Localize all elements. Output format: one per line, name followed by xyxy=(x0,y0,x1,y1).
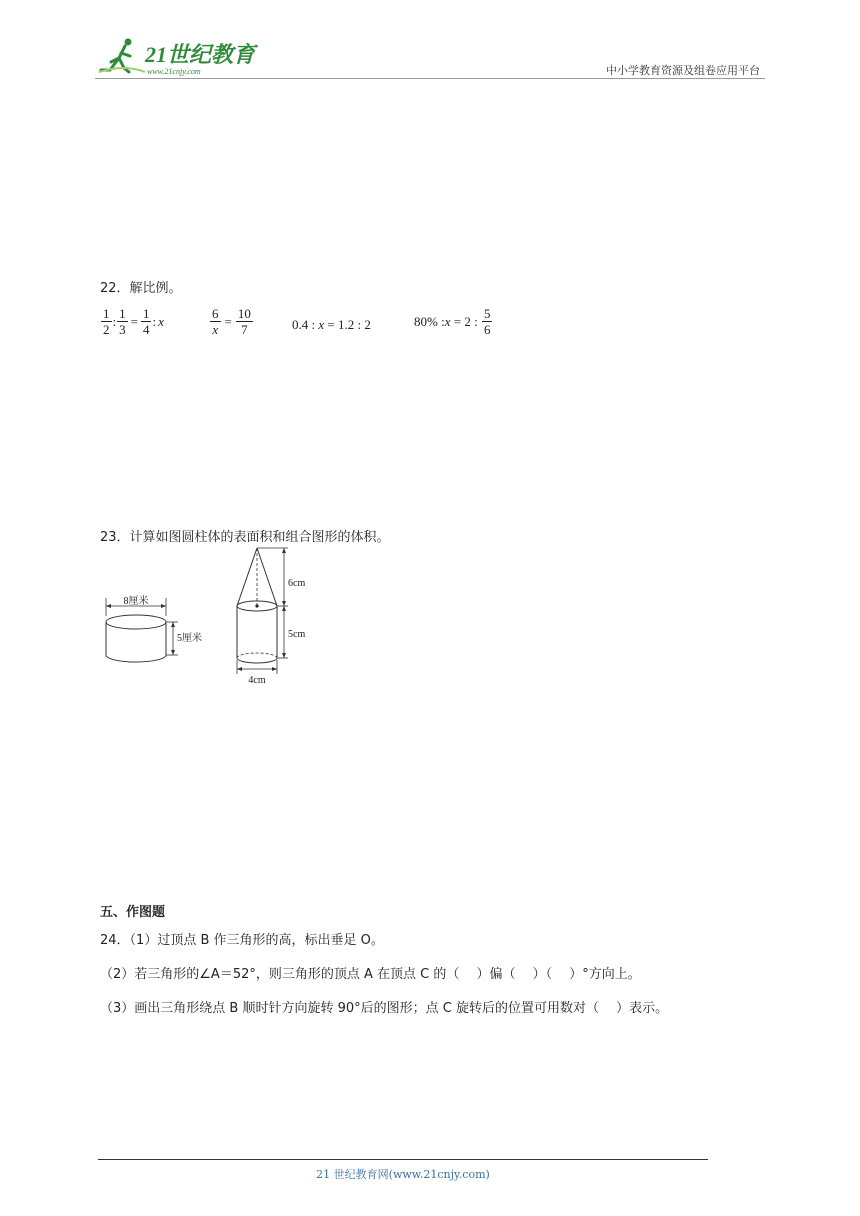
section5-title: 五、作图题 xyxy=(100,905,166,920)
eq3-var: x xyxy=(318,317,325,332)
q22-eq1 xyxy=(100,306,164,337)
eq3-left: 0.4 : xyxy=(292,317,319,332)
eq4-mid: = 2 : xyxy=(450,313,481,329)
q24-part2: （2）若三角形的∠A＝52°，则三角形的顶点 A 在顶点 C 的（ ）偏（ ）（ ）°方向上。 xyxy=(100,967,641,982)
eq2-equals: = xyxy=(224,313,232,329)
fig2-cone-label: 6cm xyxy=(288,578,306,589)
eq4-num: 5 xyxy=(483,306,491,321)
eq1-colon: : xyxy=(112,313,117,329)
q22-title: 22．解比例。 xyxy=(100,281,182,296)
footer-divider xyxy=(98,1159,708,1160)
logo-text: 21世纪教育 xyxy=(145,42,256,67)
q24-part1: 24．（1）过顶点 B 作三角形的高，标出垂足 O。 xyxy=(100,933,384,948)
eq1-a-den: 2 xyxy=(103,322,110,337)
fig2-cyl-label: 5cm xyxy=(288,629,306,640)
runner-icon xyxy=(99,39,145,73)
eq2-l-den: x xyxy=(212,322,219,337)
eq1-colon-2: : xyxy=(152,313,157,329)
cone-cylinder-figure xyxy=(228,546,328,692)
eq2-l-num: 6 xyxy=(212,306,219,321)
q22-eq4 xyxy=(414,306,493,337)
header-divider xyxy=(95,78,765,79)
eq1-a-num: 1 xyxy=(103,306,110,321)
fig1-height-label: 5厘米 xyxy=(177,633,202,644)
header-right-text: 中小学教育资源及组卷应用平台 xyxy=(606,64,760,77)
eq4-var: x xyxy=(444,313,451,329)
eq1-equals: = xyxy=(130,313,138,329)
q22-eq3 xyxy=(292,317,371,333)
eq1-b-num: 1 xyxy=(119,306,126,321)
footer-text: 21 世纪教育网(www.21cnjy.com) xyxy=(316,1168,490,1181)
eq1-var: x xyxy=(158,313,164,329)
q22-eq2 xyxy=(209,306,254,337)
q23-title: 23．计算如图圆柱体的表面积和组合图形的体积。 xyxy=(100,530,390,545)
fig1-width-label: 8厘米 xyxy=(123,596,149,607)
eq4-den: 6 xyxy=(483,322,491,337)
q24-part3: （3）画出三角形绕点 B 顺时针方向旋转 90°后的图形；点 C 旋转后的位置可用数对（ ）表示。 xyxy=(100,1001,669,1016)
logo-url: www.21cnjy.com xyxy=(147,67,201,76)
fig2-diam-label: 4cm xyxy=(248,675,266,686)
eq1-c-den: 4 xyxy=(142,322,150,337)
eq4-left: 80% : xyxy=(414,313,445,329)
eq3-right: = 1.2 : 2 xyxy=(324,317,371,332)
eq1-c-num: 1 xyxy=(142,306,150,321)
logo xyxy=(95,36,260,78)
eq2-r-den: 7 xyxy=(241,322,248,337)
cylinder-figure xyxy=(100,592,220,676)
eq1-b-den: 3 xyxy=(119,322,126,337)
eq2-r-num: 10 xyxy=(237,306,251,321)
